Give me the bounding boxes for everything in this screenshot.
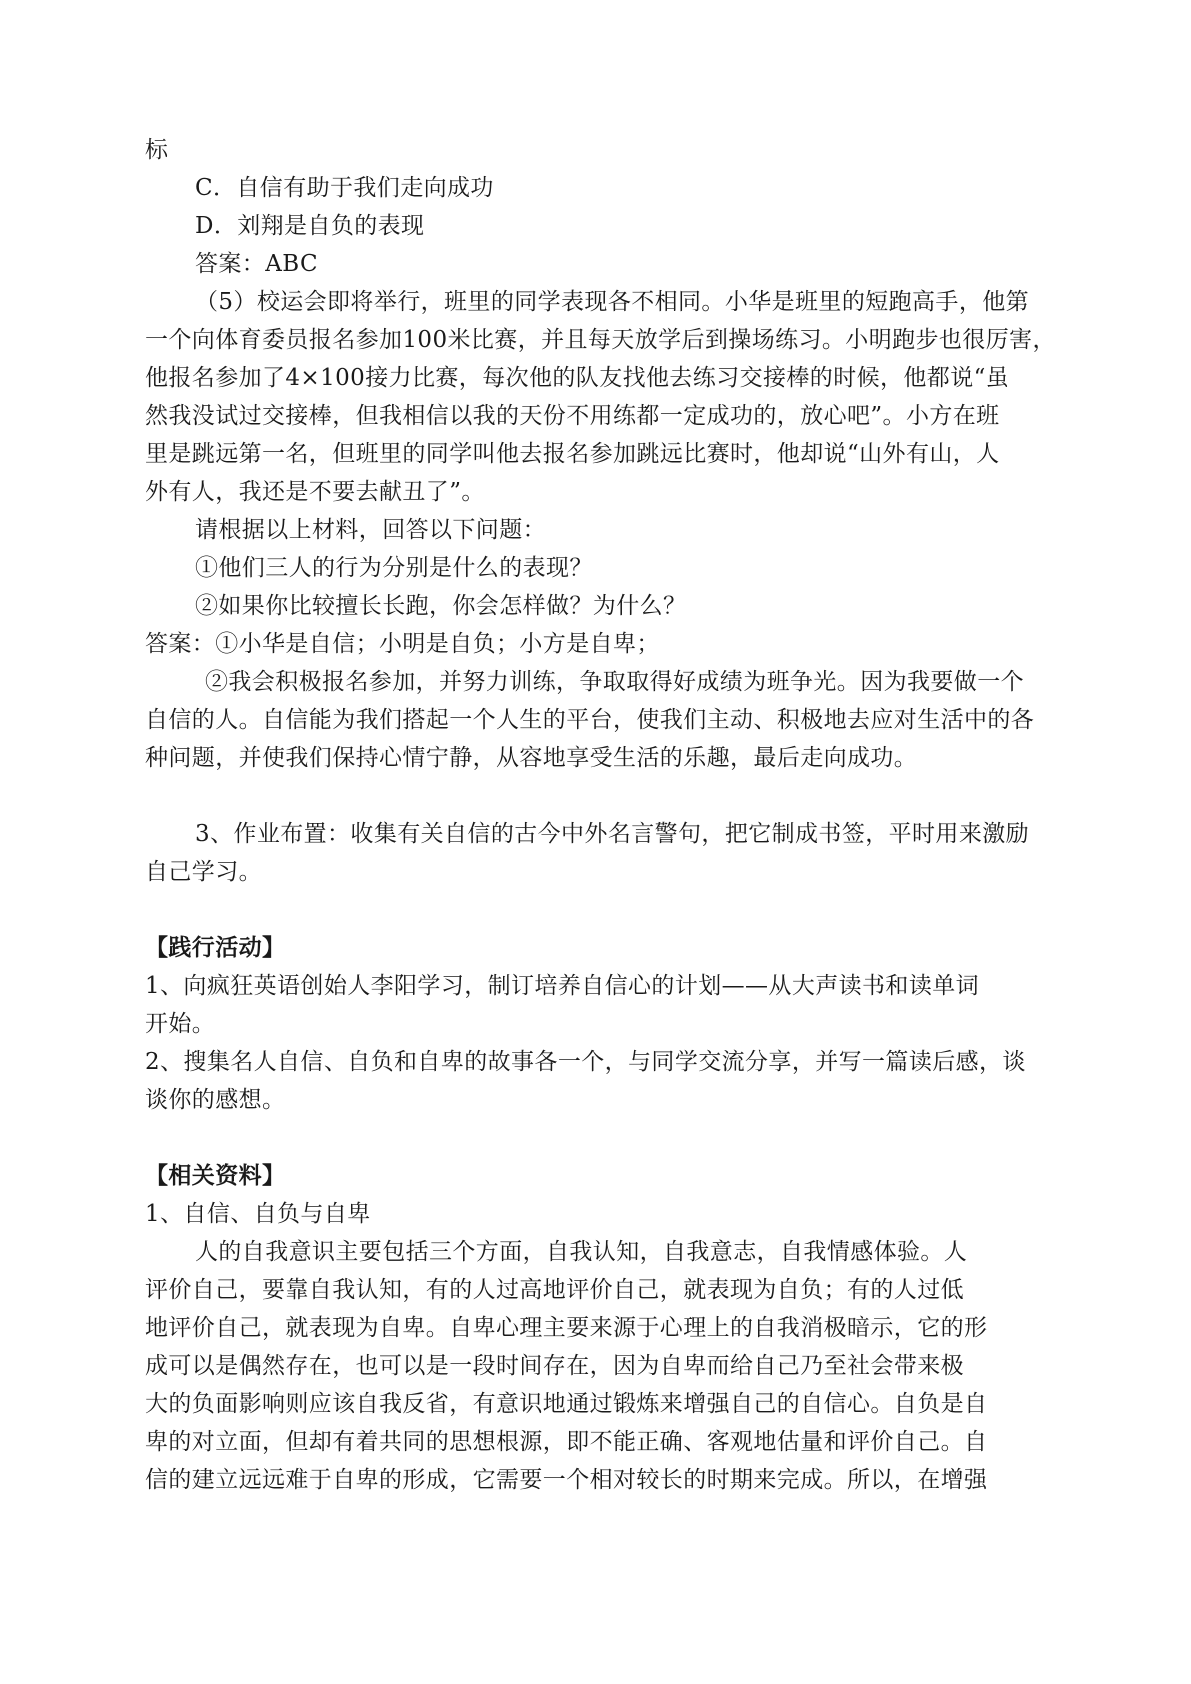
text-line: 一个向体育委员报名参加100米比赛，并且每天放学后到操场练习。小明跑步也很厉害， (145, 327, 1056, 353)
answer-line: 答案：①小华是自信；小明是自负；小方是自卑； (145, 631, 660, 657)
text-line: 开始。 (145, 1011, 216, 1037)
section-heading-practice: 【践行活动】 (145, 935, 286, 961)
answer-line: 答案：ABC (195, 251, 318, 277)
text-line: 自信的人。自信能为我们搭起一个人生的平台，使我们主动、积极地去应对生活中的各 (145, 707, 1035, 733)
text-line: 里是跳远第一名，但班里的同学叫他去报名参加跳远比赛时，他却说“山外有山，人 (145, 441, 1000, 467)
list-item: 1、向疯狂英语创始人李阳学习，制订培养自信心的计划——从大声读书和读单词 (145, 973, 980, 999)
text-line: 标 (145, 137, 169, 163)
text-line: 然我没试过交接棒，但我相信以我的天份不用练都一定成功的，放心吧”。小方在班 (145, 403, 1000, 429)
paragraph-line: 大的负面影响则应该自我反省，有意识地通过锻炼来增强自己的自信心。自负是自 (145, 1391, 988, 1417)
text-line: 谈你的感想。 (145, 1087, 286, 1113)
instruction-line: 请根据以上材料，回答以下问题： (195, 517, 546, 543)
spacer (145, 1119, 1055, 1157)
text-line: 种问题，并使我们保持心情宁静，从容地享受生活的乐趣，最后走向成功。 (145, 745, 918, 771)
sub-question-2: ②如果你比较擅长长跑，你会怎样做？为什么？ (195, 593, 687, 619)
sub-question-1: ①他们三人的行为分别是什么的表现？ (195, 555, 593, 581)
answer-line: ②我会积极报名参加，并努力训练，争取取得好成绩为班争光。因为我要做一个 (205, 669, 1024, 695)
paragraph-line: 信的建立远远难于自卑的形成，它需要一个相对较长的时期来完成。所以，在增强 (145, 1467, 988, 1493)
homework-line: 3、作业布置：收集有关自信的古今中外名言警句，把它制成书签，平时用来激励 (195, 821, 1030, 847)
spacer (145, 777, 1055, 815)
paragraph-line: 成可以是偶然存在，也可以是一段时间存在，因为自卑而给自己乃至社会带来极 (145, 1353, 964, 1379)
text-line: 自己学习。 (145, 859, 262, 885)
list-item: 2、搜集名人自信、自负和自卑的故事各一个，与同学交流分享，并写一篇读后感，谈 (145, 1049, 1026, 1075)
paragraph-line: 地评价自己，就表现为自卑。自卑心理主要来源于心理上的自我消极暗示，它的形 (145, 1315, 988, 1341)
paragraph-line: 卑的对立面，但却有着共同的思想根源，即不能正确、客观地估量和评价自己。自 (145, 1429, 988, 1455)
text-line: 他报名参加了4×100接力比赛，每次他的队友找他去练习交接棒的时候，他都说“虽 (145, 365, 1010, 391)
paragraph-line: 人的自我意识主要包括三个方面，自我认知，自我意志，自我情感体验。人 (195, 1239, 968, 1265)
option-d: D．刘翔是自负的表现 (195, 213, 425, 239)
subheading: 1、自信、自负与自卑 (145, 1201, 371, 1227)
question-5-line: （5）校运会即将举行，班里的同学表现各不相同。小华是班里的短跑高手，他第 (195, 289, 1030, 315)
text-line: 外有人，我还是不要去献丑了”。 (145, 479, 485, 505)
section-heading-resources: 【相关资料】 (145, 1163, 286, 1189)
option-c: C．自信有助于我们走向成功 (195, 175, 494, 201)
document-page (145, 131, 1055, 1499)
paragraph-line: 评价自己，要靠自我认知，有的人过高地评价自己，就表现为自负；有的人过低 (145, 1277, 964, 1303)
spacer (145, 891, 1055, 929)
